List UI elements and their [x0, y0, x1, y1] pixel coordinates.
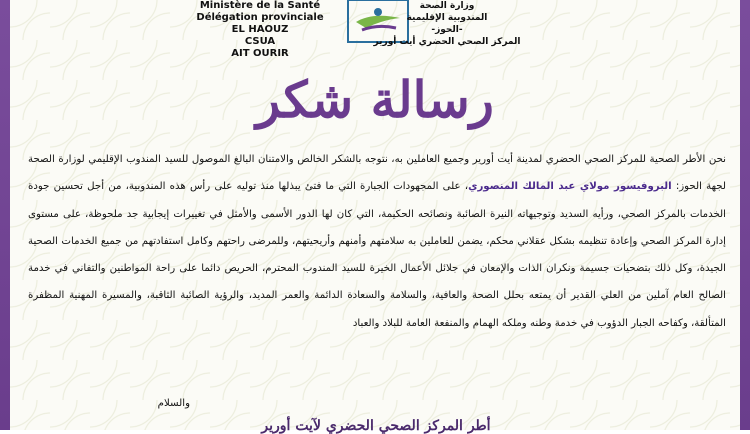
right-frame-bar: [740, 0, 750, 430]
delegate-name: البروفيسور مولاي عبد المالك المنصوري: [468, 181, 672, 193]
left-frame-bar: [0, 0, 10, 430]
closing-greeting: والسلام: [157, 398, 190, 409]
ar-header-line: المندوبية الإقليمية: [406, 13, 488, 23]
fr-header-line: CSUA: [244, 36, 276, 47]
fr-header-line: AIT OURIR: [231, 48, 289, 59]
fr-header-line: EL HAOUZ: [231, 24, 289, 35]
letter-title: رسالة شكر: [256, 70, 494, 129]
body-text-part1: نحن الأطر الصحية للمركز الصحي الحضري لمدينة أيت أورير وجميع العاملين به، نتوجه بالشكر الخالص والامتنان البالغ الموصول للسيد المندوب الإقليمي لوزارة الصحة لجهة الحوز:: [28, 154, 726, 193]
ar-header-line: -الحوز-: [431, 25, 463, 35]
ar-header-line: المركز الصحي الحضري أيت أورير: [373, 37, 521, 47]
ar-header-line: وزارة الصحة: [419, 1, 475, 11]
arabic-header: [372, 0, 522, 48]
letter-body: [28, 146, 726, 337]
body-text-part2: ، على المجهودات الجبارة التي ما فتئ يبذلها منذ توليه على رأس هذه المندوبية، من أجل تحسين جودة الخدمات بالمركز الصحي، ورأيه السديد وتوجيهاته النيرة الصائبة ونصائحه الحكيمة، التي كان لها الدور الأسمى والأمثل في تغييرات إيجابية جد ملحوظة، على مستوى إدارة المركز الصحي وإعادة تنظيمه بشكل عقلاني محكم، يضمن للعاملين به سلامتهم وأمنهم وأريحيتهم، وللمرضى راحتهم وكامل استفادتهم من جميع الخدمات الصحية الجيدة، وكل ذلك بتضحيات جسيمة ونكران الذات والإمعان في جلائل الأعمال الخيرة للسيد المندوب المحترم، الحريص دائما على راحة المواطنين والتفاني في خدمة الصالح العام آملين من العلي القدير أن يمتعه بحلل الصحة والعافية، والسلامة والسعادة الدائمة والعمر المديد، والرؤية الصائبة الثاقبة، والمسيرة المهنية المظفرة المتألقة، وكفاحه الجبار الدؤوب في خدمة وطنه وملكه الهمام والمنفعة العامة للبلاد والعباد: [28, 181, 726, 329]
signature: أطر المركز الصحي الحضري لآيت أورير: [261, 418, 491, 434]
french-header: [190, 0, 330, 60]
fr-header-line: Délégation provinciale: [196, 12, 324, 23]
fr-header-line: Ministère de la Santé: [199, 0, 321, 11]
